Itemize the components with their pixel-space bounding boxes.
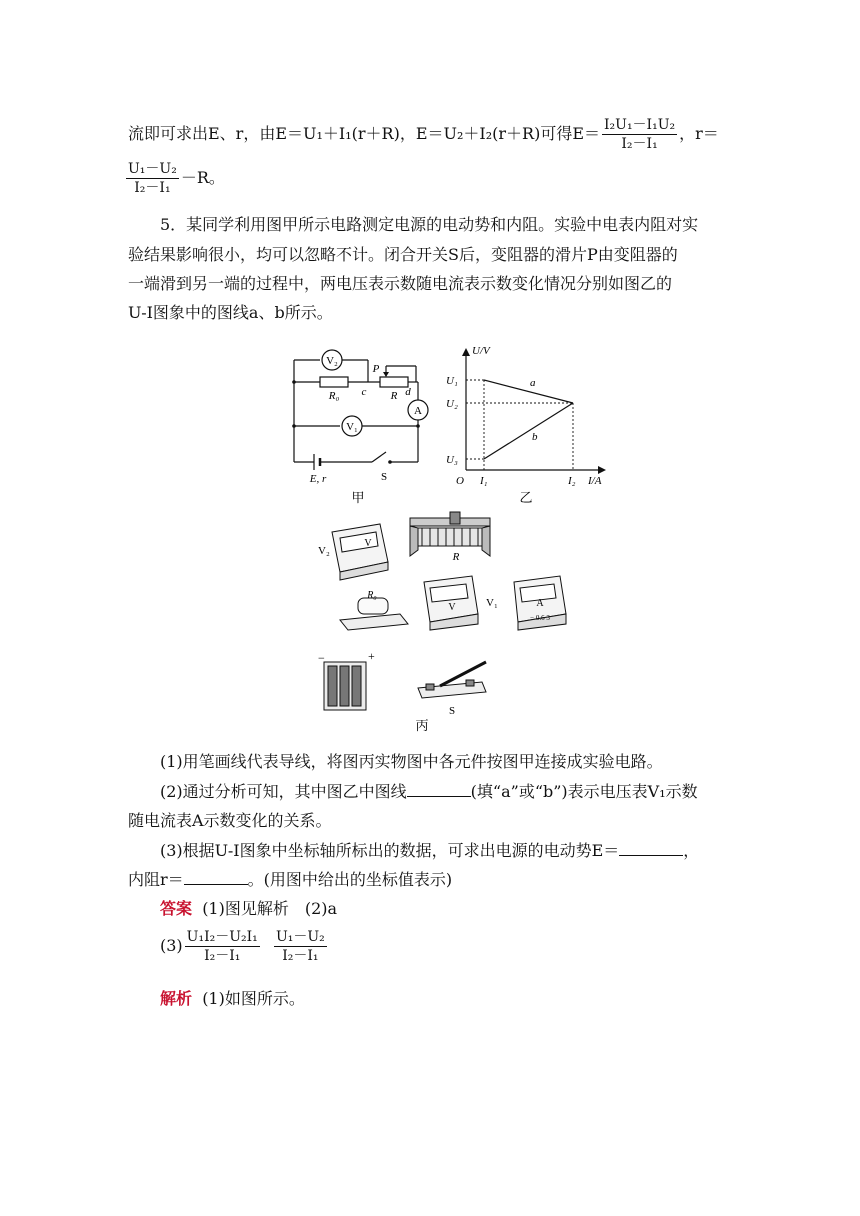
- answer-blank-line[interactable]: [407, 782, 471, 797]
- sub-q3-text-b: ，: [683, 841, 700, 860]
- sub-q3-line-1: [160, 840, 699, 862]
- u2-tick: U₂: [446, 398, 458, 410]
- r0-device-label: R₀: [367, 590, 377, 601]
- answer-part3: (3): [160, 936, 183, 955]
- sub-q3-text-c: 内阻r＝: [128, 870, 184, 889]
- sub-q2-line-1: [160, 781, 698, 803]
- frac-r-den: I₂－I₁: [134, 180, 171, 196]
- node-c-label: c: [361, 386, 367, 398]
- ammeter-label: A: [414, 405, 422, 417]
- sub-q2-text-b: (填“a”或“b”)表示电压表V₁示数: [470, 782, 698, 801]
- switch-device-label: S: [448, 705, 456, 717]
- intro-line-1: [128, 116, 719, 153]
- frac-e-den: I₂－I₁: [621, 136, 658, 152]
- battery-plus-label: +: [368, 649, 375, 663]
- v1-label: V₁: [346, 421, 358, 433]
- rheostat-device: [410, 512, 490, 556]
- switch-label: S: [380, 471, 388, 483]
- y-axis-label: U/V: [472, 345, 490, 357]
- line-a-label: a: [530, 377, 536, 389]
- answer-r-fraction: [274, 928, 327, 965]
- circuit-diagram-jia: [282, 342, 442, 507]
- answer-emf-num: U₁I₂－U₂I₁: [186, 929, 258, 945]
- sub-q2-text-a: (2)通过分析可知，其中图乙中图线: [160, 782, 407, 801]
- r0-device: [340, 598, 408, 630]
- fraction-e: [602, 116, 677, 153]
- battery-device: [324, 662, 366, 710]
- analysis-text: (1)如图所示。: [202, 989, 305, 1008]
- answer-r-den: I₂－I₁: [282, 948, 319, 964]
- sub-q2-line-2: 随电流表A示数变化的关系。: [128, 811, 332, 830]
- answer-r-num: U₁－U₂: [275, 929, 325, 945]
- node-d-label: d: [405, 386, 411, 398]
- rheostat-label: R: [390, 390, 398, 402]
- battery-minus-label: −: [318, 651, 325, 665]
- question-line-3: 一端滑到另一端的过程中，两电压表示数随电流表示数变化情况分别如图乙的: [128, 274, 673, 293]
- analysis-label: 解析: [160, 989, 193, 1008]
- answer-label: 答案: [160, 899, 193, 918]
- sub-q3-text-a: (3)根据U-I图象中坐标轴所标出的数据，可求出电源的电动势E＝: [160, 841, 620, 860]
- line-b-label: b: [532, 431, 538, 443]
- caption-bing: 丙: [415, 718, 429, 733]
- i1-tick: I₁: [480, 475, 488, 487]
- switch-device: [418, 662, 486, 698]
- intro-text: 流即可求出E、r，由E＝U₁＋I₁(r＋R)，E＝U₂＋I₂(r＋R)可得E＝: [128, 124, 600, 143]
- sub-q1: (1)用笔画线代表导线，将图丙实物图中各元件按图甲连接成实验电路。: [160, 752, 663, 771]
- origin-label: O: [456, 475, 464, 487]
- question-line-2: 验结果影响很小，均可以忽略不计。闭合开关S后，变阻器的滑片P由变阻器的: [128, 245, 678, 264]
- v2-label: V₂: [326, 355, 338, 367]
- intro-line-2: [128, 160, 225, 197]
- sub-q3-text-d: 。(用图中给出的坐标值表示): [247, 870, 453, 889]
- u3-tick: U₃: [446, 454, 458, 466]
- v1-device-label: V₁: [486, 597, 498, 609]
- intro-tail: ，r＝: [679, 124, 719, 143]
- answer-blank-emf[interactable]: [619, 841, 683, 856]
- rheostat-device-label: R: [452, 551, 460, 563]
- u1-tick: U₁: [446, 375, 458, 387]
- voltmeter-v2-device: [332, 524, 388, 580]
- v1-meter-letter: V: [448, 602, 456, 613]
- x-axis-label: I/A: [588, 475, 602, 487]
- frac-e-num: I₂U₁－I₁U₂: [604, 117, 676, 133]
- ammeter-range-label: − 0.6 3: [530, 614, 550, 622]
- r0-label: R₀: [328, 390, 340, 402]
- ammeter-meter-letter: A: [536, 598, 544, 609]
- question-line-1: 5．某同学利用图甲所示电路测定电源的电动势和内阻。实验中电表内阻对实: [160, 215, 699, 234]
- answer-line-1: [160, 898, 337, 920]
- v2-device-label: V₂: [318, 545, 330, 557]
- answer-emf-fraction: [185, 928, 260, 965]
- answer-emf-den: I₂－I₁: [204, 948, 241, 964]
- ui-graph-yi: [442, 342, 612, 507]
- sub-q3-line-2: [128, 869, 452, 891]
- answer-blank-resistance[interactable]: [184, 870, 248, 885]
- caption-jia: 甲: [351, 490, 365, 505]
- slider-p-label: P: [372, 363, 380, 375]
- apparatus-bing: [310, 510, 590, 735]
- question-line-4: U-I图象中的图线a、b所示。: [128, 303, 333, 322]
- caption-yi: 乙: [519, 490, 533, 505]
- i2-tick: I₂: [568, 475, 576, 487]
- frac-r-num: U₁－U₂: [128, 161, 177, 177]
- intro-tail-2: －R。: [180, 168, 225, 187]
- v2-meter-letter: V: [364, 538, 372, 549]
- fraction-r: [126, 160, 179, 197]
- analysis-line: [160, 988, 305, 1010]
- answer-text: (1)图见解析 (2)a: [202, 899, 338, 918]
- battery-label: E, r: [309, 473, 327, 485]
- answer-line-2: [160, 928, 329, 965]
